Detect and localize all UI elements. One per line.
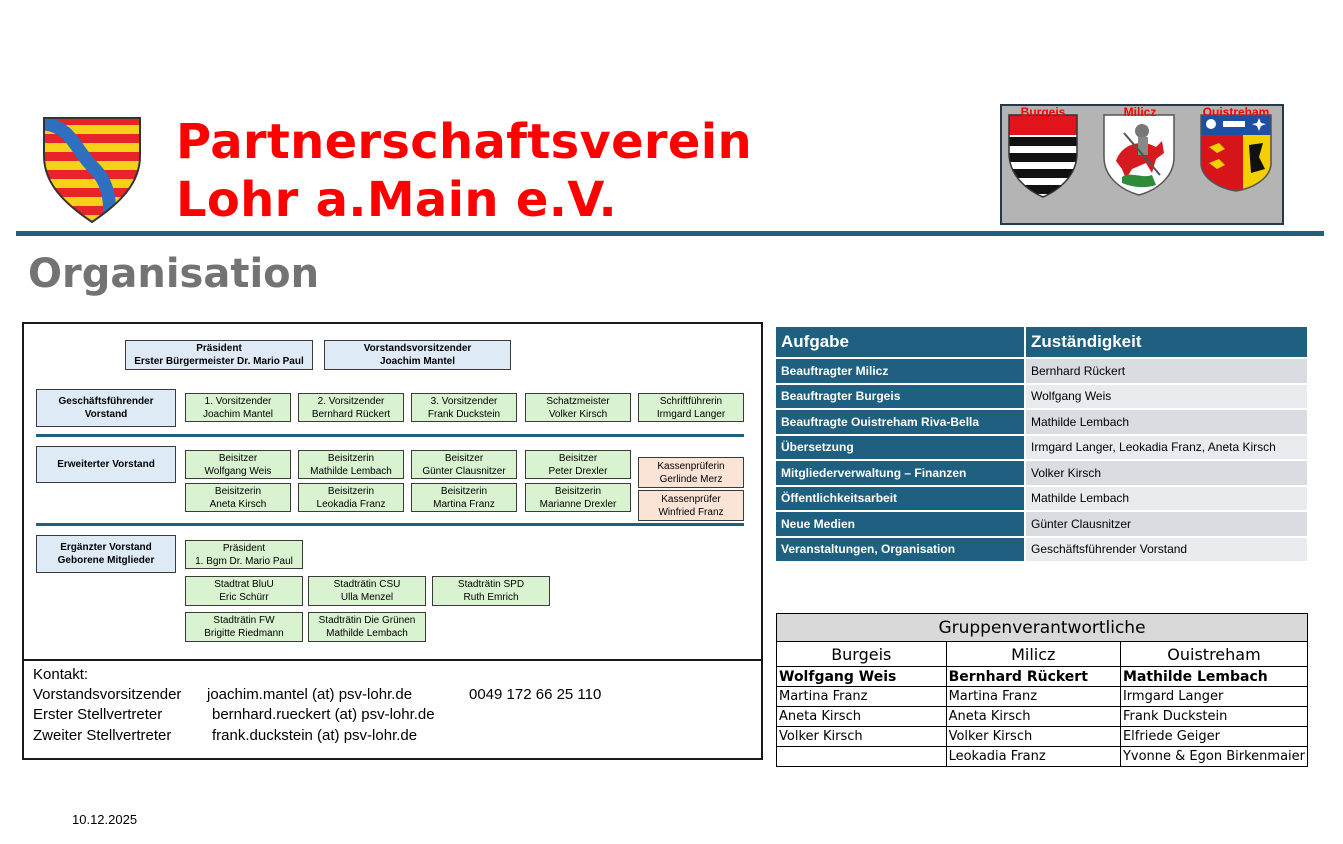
owner-cell: Geschäftsführender Vorstand [1026,536,1307,562]
table-cell: Martina Franz [777,687,947,707]
section-label: Ergänzter Vorstand [60,542,152,553]
table-cell: Martina Franz [946,687,1120,707]
contact-email[interactable]: bernhard.rueckert (at) psv-lohr.de [212,706,435,723]
member-box [411,393,517,422]
auditor-box [638,457,744,488]
person-name: Peter Drexler [548,465,608,477]
section-label: Erweiterter Vorstand [57,459,155,470]
person-name: Mathilde Lembach [326,628,408,639]
member-box [411,483,517,512]
person-name: Wolfgang Weis [204,465,272,477]
section-executive-board [36,389,176,427]
person-name: Volker Kirsch [548,408,608,420]
role-label: Präsident [196,343,242,354]
member-box [411,450,517,479]
owner-cell: Bernhard Rückert [1026,357,1307,383]
person-name: Gerlinde Merz [659,473,723,485]
owner-cell: Volker Kirsch [1026,459,1307,485]
owner-cell: Wolfgang Weis [1026,383,1307,409]
contact-email[interactable]: joachim.mantel (at) psv-lohr.de [207,686,413,703]
task-cell: Beauftragte Ouistreham Riva-Bella [776,408,1026,434]
table-header-row [777,642,1308,667]
table-cell: Volker Kirsch [777,727,947,747]
role-label: 3. Vorsitzender [430,395,498,407]
task-cell: Übersetzung [776,434,1026,460]
member-box [525,450,631,479]
role-label: Kassenprüfer [661,493,721,505]
member-box [525,393,631,422]
role-label: Beisitzerin [327,452,375,464]
owner-cell: Mathilde Lembach [1026,408,1307,434]
person-name: Erster Bürgermeister Dr. Mario Paul [134,356,304,367]
role-label: Beisitzerin [214,485,262,497]
member-box [638,393,744,422]
column-header: Aufgabe [776,327,1026,357]
table-row [776,408,1307,434]
role-label: Schatzmeister [546,395,610,407]
table-cell: Frank Duckstein [1120,707,1307,727]
column-header: Milicz [946,642,1120,667]
member-box [185,393,291,422]
person-name: Ulla Menzel [340,592,394,603]
owner-cell: Günter Clausnitzer [1026,510,1307,536]
column-header: Burgeis [777,642,947,667]
member-box [298,393,404,422]
table-row [776,357,1307,383]
column-header: Ouistreham [1120,642,1307,667]
burgeis-coat-of-arms [1007,113,1079,199]
role-label: Stadträtin Die Grünen [318,615,416,626]
table-cell: Irmgard Langer [1120,687,1307,707]
president-box [125,340,313,370]
person-name: Marianne Drexler [539,498,617,510]
person-name: Ruth Emrich [463,592,519,603]
column-header: Zuständigkeit [1026,327,1307,357]
person-name: Eric Schürr [219,592,269,603]
group-lead: Bernhard Rückert [946,667,1120,687]
burgeis-label: Burgeis [1020,105,1066,119]
member-box [185,450,291,479]
table-row [776,510,1307,536]
contact-role: Erster Stellvertreter [33,706,163,723]
role-label: Schriftführerin [659,395,723,407]
table-row [777,687,1308,707]
owner-cell: Irmgard Langer, Leokadia Franz, Aneta Kirsch [1026,434,1307,460]
person-name: Joachim Mantel [202,408,274,420]
member-box [185,540,303,569]
person-name: Leokadia Franz [316,498,386,510]
group-lead: Mathilde Lembach [1120,667,1307,687]
table-cell: Leokadia Franz [946,747,1120,767]
contact-label: Kontakt: [33,666,89,683]
contact-role: Zweiter Stellvertreter [33,727,172,744]
owner-cell: Mathilde Lembach [1026,485,1307,511]
person-name: 1. Bgm Dr. Mario Paul [195,555,293,567]
person-name: Brigitte Riedmann [204,628,284,639]
role-label: Präsident [222,542,266,554]
person-name: Mathilde Lembach [310,465,392,477]
section-extended-board [36,446,176,483]
person-name: Bernhard Rückert [311,408,391,420]
group-lead: Wolfgang Weis [777,667,947,687]
task-cell: Veranstaltungen, Organisation [776,536,1026,562]
member-box [185,483,291,512]
member-box [308,612,426,642]
table-row [776,383,1307,409]
role-label: Beisitzerin [554,485,602,497]
role-label: Kassenprüferin [657,460,725,472]
responsibilities-table [776,327,1307,561]
table-row [777,747,1308,767]
task-cell: Beauftragter Burgeis [776,383,1026,409]
header-divider [16,231,1324,236]
table-row [776,536,1307,562]
table-header-row [776,327,1307,357]
task-cell: Beauftragter Milicz [776,357,1026,383]
table-title: Gruppenverantwortliche [777,614,1308,642]
person-name: Martina Franz [433,498,495,510]
contact-divider [22,659,763,661]
page-title: Organisation [28,251,320,297]
table-row [776,459,1307,485]
contact-email[interactable]: frank.duckstein (at) psv-lohr.de [212,727,418,744]
table-cell: Elfriede Geiger [1120,727,1307,747]
role-label: Beisitzerin [327,485,375,497]
member-box [525,483,631,512]
task-cell: Öffentlichkeitsarbeit [776,485,1026,511]
role-label: Beisitzerin [440,485,488,497]
table-cell [777,747,947,767]
section-supplementary-board [36,535,176,573]
lohr-coat-of-arms [42,116,142,224]
role-label: Vorstandsvorsitzender [363,343,472,354]
ouistreham-label: Ouistreham [1202,105,1270,119]
member-box [298,450,404,479]
auditor-box [638,490,744,521]
milicz-label: Milicz [1123,105,1157,119]
group-leaders-table [776,613,1308,767]
person-name: Günter Clausnitzer [422,465,506,477]
role-label: Beisitzer [558,452,598,464]
member-box [185,576,303,606]
milicz-coat-of-arms [1102,113,1176,197]
ouistreham-coat-of-arms [1199,113,1273,193]
table-row [777,667,1308,687]
section-divider [36,434,744,437]
member-box [298,483,404,512]
task-cell: Mitgliederverwaltung – Finanzen [776,459,1026,485]
section-label: Geborene Mitglieder [57,555,155,566]
role-label: Stadtrat BluU [214,579,274,590]
table-title-row [777,614,1308,642]
role-label: Beisitzer [444,452,484,464]
table-row [776,434,1307,460]
association-name-line-2: Lohr a.Main e.V. [176,172,618,228]
role-label: Stadträtin FW [213,615,275,626]
contact-role: Vorstandsvorsitzender [33,686,182,703]
chairman-box [324,340,511,370]
table-cell: Aneta Kirsch [946,707,1120,727]
table-cell: Aneta Kirsch [777,707,947,727]
member-box [432,576,550,606]
table-row [777,707,1308,727]
person-name: Aneta Kirsch [209,498,267,510]
table-cell: Volker Kirsch [946,727,1120,747]
role-label: 1. Vorsitzender [204,395,272,407]
association-name-line-1: Partnerschaftsverein [176,114,752,170]
member-box [308,576,426,606]
section-label: Geschäftsführender [58,396,154,407]
person-name: Winfried Franz [658,506,724,518]
role-label: Stadträtin CSU [333,579,401,590]
person-name: Frank Duckstein [427,408,501,420]
member-box [185,612,303,642]
section-divider [36,523,744,526]
role-label: 2. Vorsitzender [317,395,385,407]
table-cell: Yvonne & Egon Birkenmaier [1120,747,1307,767]
role-label: Beisitzer [218,452,258,464]
document-date: 10.12.2025 [72,812,138,827]
person-name: Irmgard Langer [656,408,726,420]
role-label: Stadträtin SPD [457,579,525,590]
section-label: Vorstand [84,409,128,420]
table-row [777,727,1308,747]
table-row [776,485,1307,511]
task-cell: Neue Medien [776,510,1026,536]
contact-phone[interactable]: 0049 172 66 25 110 [469,686,602,703]
person-name: Joachim Mantel [379,356,456,367]
